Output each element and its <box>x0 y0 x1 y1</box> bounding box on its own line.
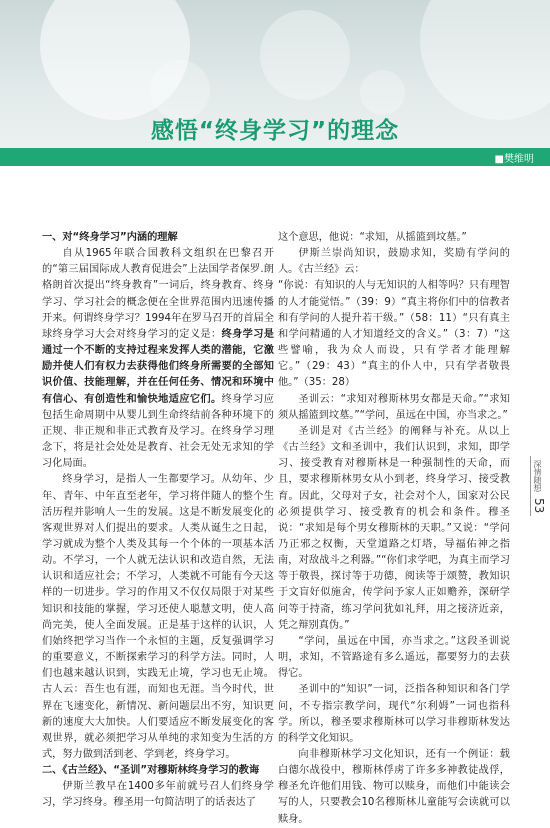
section-heading-1: 一、对“终身学习”内涵的理解 <box>42 232 178 243</box>
paragraph: 圣训云：“求知对穆斯林男女都是天命。”“求知须从摇篮到坟墓。”“学问，虽远在中国，亦当求之。” <box>278 393 510 421</box>
author-label: 樊维明 <box>504 154 534 165</box>
side-divider <box>530 456 531 516</box>
definition-text: 终身学习是通过一个不断的支持过程来发挥人类的潜能，它激励并使人们有权力去获得他们终身所需要的全部知识价值、技能理解，并在任何任务、情况和环境中有信心、有创造性和愉快地适应它们。 <box>42 328 274 405</box>
paragraph <box>42 246 274 472</box>
paragraph: 圣训中的“知识”一词，泛指各种知识和各门学问，不专指宗教学问，现代“尔利姆”一词也指科学。所以，穆圣要求穆斯林可以学习非穆斯林发达的科学文化知识。 <box>278 684 510 744</box>
quran-quotes: “你说：有知识的人与无知识的人相等吗？只有理智的人才能觉悟。”（39：9）“真主将你们中的信教者和有学问的人提升若干级。”（58：11）“只有真主和学问精通的人才知道经文的含义。”（3：7）“这些譬喻，我为众人而设，只有学者才能理解它。”（29：43）“真主的仆人中，只有学者敬畏他。”（35：28） <box>278 280 510 389</box>
paragraph: 圣训是对《古兰经》的阐释与补充。从以上《古兰经》文和圣训中，我们认识到，求知，即学习、接受教育对穆斯林是一种强制性的天命，而且，要求穆斯林男女从小到老，终身学习、接受教育。因此，父母对子女，社会对个人，国家对公民必须提供学习、接受教育的机会和条件。穆圣说：“求知是每个男女穆斯林的天职。”又说：“学问乃正邪之权衡，天堂道路之灯塔，导福佑神之指南，对敌战斗之利器。”“你们求学吧，为真主而学习等于敬畏，探讨等于功德，阅读等于颂赞，教知识于文盲好似施舍，传学问予家人正如赡养，深研学问等于持斋，练习学问犹如礼拜，用之接济近亲，凭之辩别真伪。” <box>278 425 510 631</box>
page-number: 53 <box>532 498 546 514</box>
decorative-bubble <box>420 0 550 120</box>
paragraph-text: 终身学习应包括生命周期中从婴儿到生命终结前各种环境下的正规、非正规和非正式教育及学习。在终身学习理念下，将是社会处处是教育、社会无处无求知的学习化局面。 <box>42 393 274 470</box>
left-column <box>42 230 274 812</box>
author-name: ■樊维明 <box>494 154 534 165</box>
paragraph: 向非穆斯林学习文化知识，还有一个例证：载白德尔战役中，穆斯林俘虏了许多多神教徒战俘，穆圣允许他们用钱、物可以赎身，而他们中能读会写的人，只要教会10名穆斯林儿童能写会读就可以赎身。 <box>278 749 510 825</box>
decorative-bubble <box>360 70 405 115</box>
paragraph: 伊斯兰崇尚知识，鼓励求知，奖励有学问的人。《古兰经》云： <box>278 248 510 276</box>
decorative-bubble <box>150 60 210 120</box>
paragraph: 终身学习，是指人一生都要学习。从幼年、少年、青年、中年直至老年，学习将伴随人的整个生活历程并影响人一生的发展。这是不断发展变化的客观世界对人们提出的要求。人类从诞生之日起，学习就成为整个人类及其每一个个体的一项基本活动。不学习，一个人就无法认识和改造自然，无法认识和适应社会；不学习，人类就不可能有今天这样的一切进步。学习的作用又不仅仅局限于对某些知识和技能的掌握，学习还使人聪慧文明，使人高尚完美，使人全面发展。正是基于这样的认识，人们始终把学习当作一个永恒的主题，反复强调学习的重要意义，不断探索学习的科学方法。同时，人们也越来越认识到，实践无止境，学习也无止境。古人云：吾生也有涯，而知也无涯。当今时代，世界在飞速变化，新情况、新问题层出不穷，知识更新的速度大大加快。人们要适应不断发展变化的客观世界，就必须把学习从单纯的求知变为生活的方式，努力做到活到老、学到老，终身学习。 <box>42 474 274 760</box>
paragraph: 这个意思，他说：“求知，从摇篮到坟墓。” <box>278 232 467 243</box>
page-side-label <box>532 460 548 610</box>
section-heading-2: 二、《古兰经》、“圣训”对穆斯林终身学习的教诲 <box>42 765 260 777</box>
column-name: 深情随想 <box>533 460 542 492</box>
paragraph: “学问，虽远在中国，亦当求之。”这段圣训说明，求知，不管路途有多么遥远，都要努力的去获得它。 <box>278 635 510 680</box>
decorative-bubble <box>260 10 350 100</box>
paragraph-text: 自从1965年联合国教科文组织在巴黎召开的“第三届国际成人教育促进会”上法国学者保罗.朗格朗首次提出“终身教育”一词后，终身教育、终身学习、学习社会的概念便在全世界范围内迅速传播开来。何谓终身学习？1994年在罗马召开的首届全球终身学习大会对终身学习的定义是： <box>42 248 274 340</box>
title-bar <box>0 148 550 166</box>
paragraph: 伊斯兰教早在1400多年前就号召人们终身学习，学习终身。穆圣用一句简洁明了的话表达了 <box>42 781 274 809</box>
right-column <box>278 230 510 828</box>
article-title: 感悟“终身学习”的理念 <box>150 118 400 144</box>
